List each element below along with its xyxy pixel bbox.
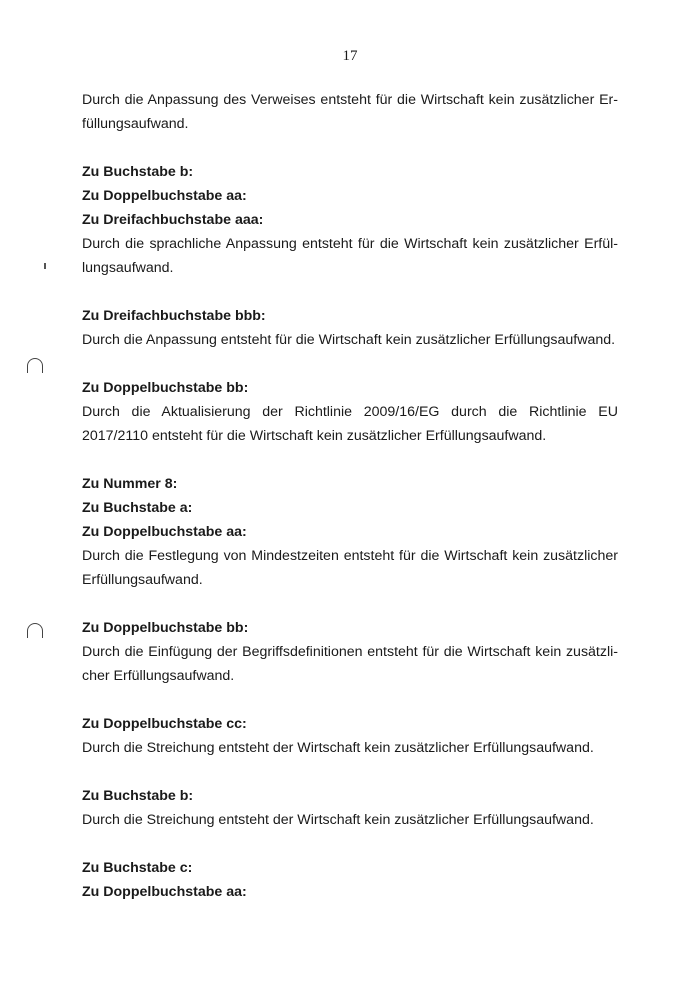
page-content (82, 88, 618, 904)
section-heading: Zu Doppelbuchstabe aa: (82, 524, 247, 540)
section-heading: Zu Buchstabe a: (82, 500, 193, 516)
section-heading: Zu Doppelbuchstabe bb: (82, 380, 249, 396)
section-heading: Zu Doppelbuchstabe aa: (82, 188, 247, 204)
paragraph: Durch die Streichung entsteht der Wirtschaft kein zusätzlicher Erfüllungsaufwand. (82, 740, 594, 756)
punch-hole-mark-icon (27, 358, 43, 373)
paragraph: Durch die Festlegung von Mindestzeiten entsteht für die Wirtschaft kein zusätzlicher Erfüllungsaufwand. (82, 548, 618, 588)
punch-hole-mark-icon (27, 623, 43, 638)
spacer (82, 760, 618, 784)
spacer (82, 592, 618, 616)
spacer (82, 448, 618, 472)
section-heading: Zu Dreifachbuchstabe aaa: (82, 212, 264, 228)
spacer (82, 280, 618, 304)
section-heading: Zu Buchstabe b: (82, 164, 194, 180)
section-heading: Zu Doppelbuchstabe bb: (82, 620, 249, 636)
section-heading: Zu Buchstabe c: (82, 860, 193, 876)
section-heading: Zu Doppelbuchstabe cc: (82, 716, 247, 732)
paragraph: Durch die Anpassung des Verweises entsteht für die Wirtschaft kein zusätzlicher Er-füllungsaufwand. (82, 92, 618, 132)
paragraph: Durch die Anpassung entsteht für die Wirtschaft kein zusätzlicher Erfüllungsaufwand. (82, 332, 616, 348)
spacer (82, 352, 618, 376)
paragraph: Durch die Einfügung der Begriffsdefinitionen entsteht für die Wirtschaft kein zusätzli-cher Erfüllungsaufwand. (82, 644, 618, 684)
section-heading: Zu Doppelbuchstabe aa: (82, 884, 247, 900)
paragraph: Durch die Aktualisierung der Richtlinie 2009/16/EG durch die Richtlinie EU 2017/2110 entsteht für die Wirtschaft kein zusätzlicher Erfüllungsaufwand. (82, 404, 618, 444)
section-heading: Zu Nummer 8: (82, 476, 178, 492)
paragraph: Durch die sprachliche Anpassung entsteht für die Wirtschaft kein zusätzlicher Erfül-lungsaufwand. (82, 236, 618, 276)
page-number: 17 (342, 48, 358, 64)
spacer (82, 136, 618, 160)
section-heading: Zu Dreifachbuchstabe bbb: (82, 308, 266, 324)
scan-speck-icon (44, 263, 46, 269)
spacer (82, 832, 618, 856)
paragraph: Durch die Streichung entsteht der Wirtschaft kein zusätzlicher Erfüllungsaufwand. (82, 812, 594, 828)
section-heading: Zu Buchstabe b: (82, 788, 194, 804)
spacer (82, 688, 618, 712)
